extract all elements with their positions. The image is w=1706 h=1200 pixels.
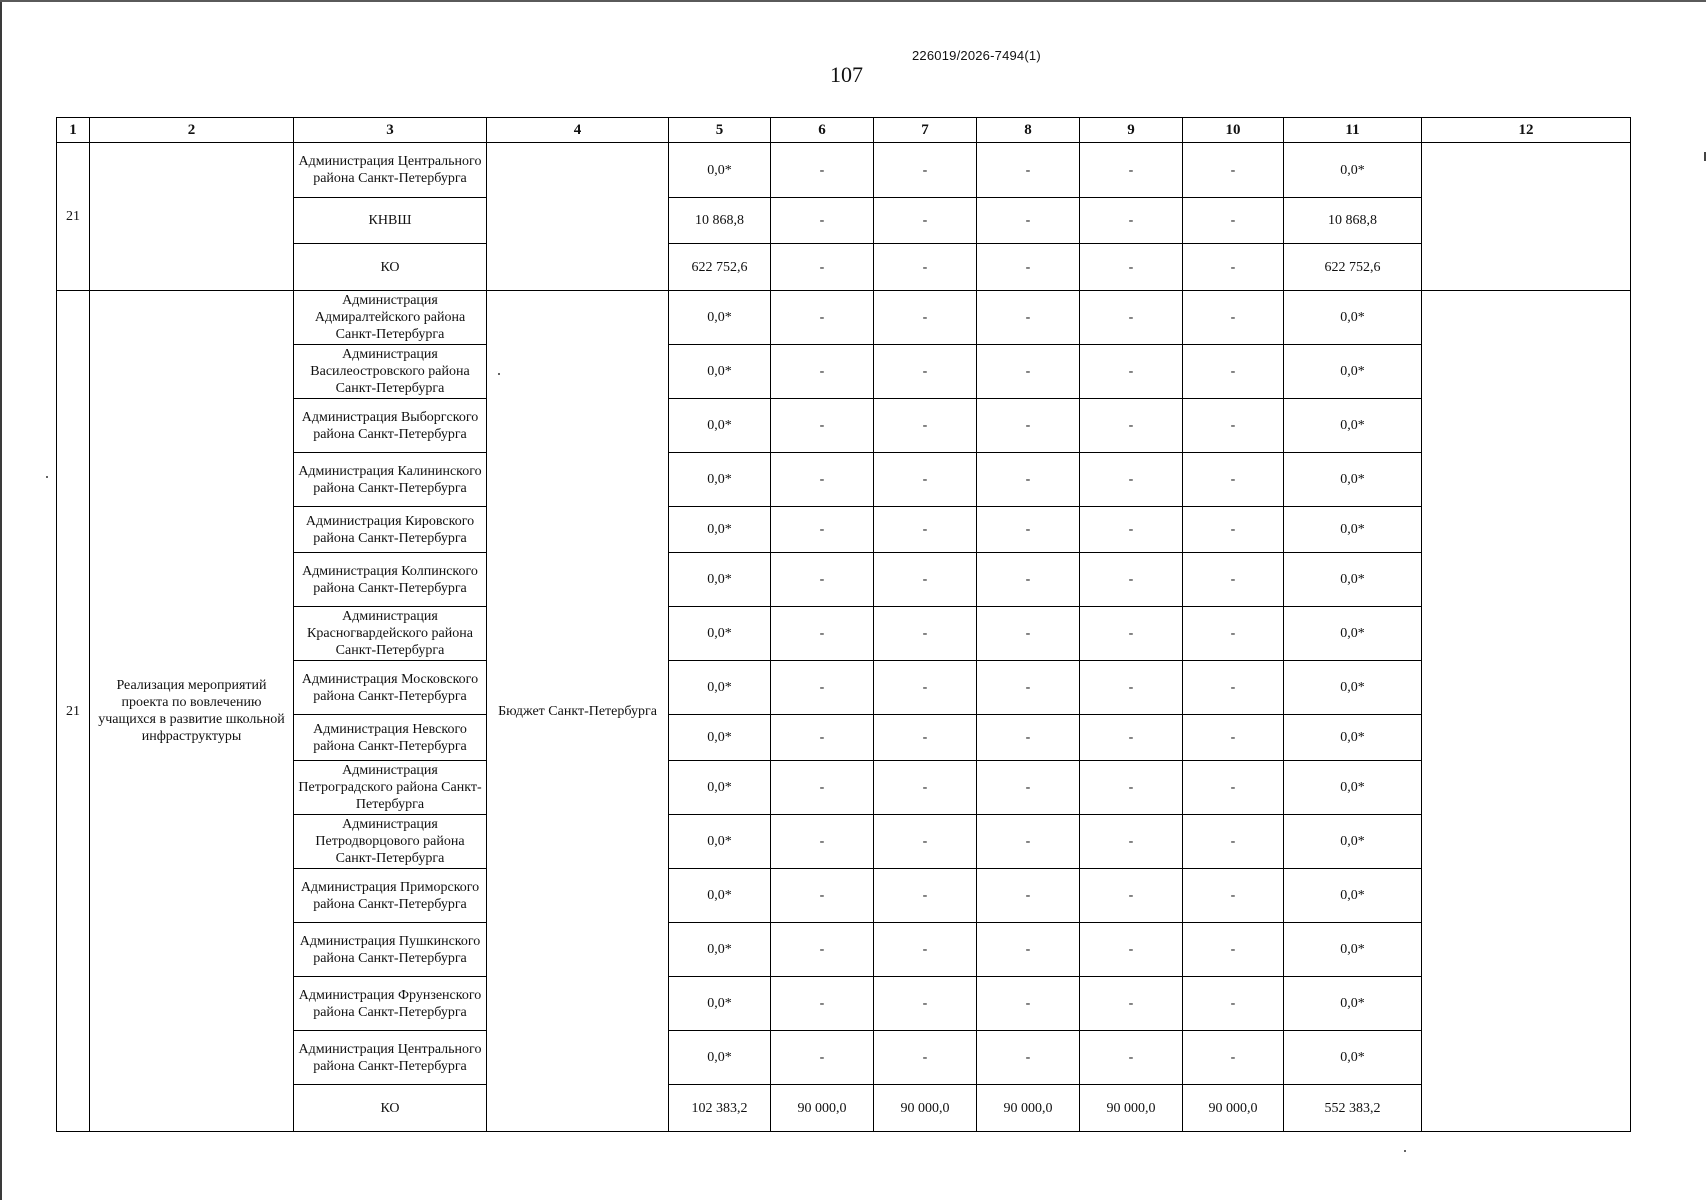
table-row bbox=[57, 815, 1631, 869]
amount-cell: 0,0* bbox=[669, 715, 771, 761]
amount-cell: - bbox=[1080, 1031, 1183, 1085]
table-row bbox=[57, 607, 1631, 661]
amount-cell: - bbox=[1183, 923, 1284, 977]
amount-cell: - bbox=[771, 1031, 874, 1085]
scan-speck bbox=[498, 373, 500, 375]
amount-cell: 0,0* bbox=[1284, 291, 1422, 345]
amount-cell: - bbox=[874, 923, 977, 977]
amount-cell: - bbox=[1080, 607, 1183, 661]
amount-cell: 0,0* bbox=[1284, 399, 1422, 453]
amount-cell: - bbox=[977, 198, 1080, 244]
table-row bbox=[57, 399, 1631, 453]
amount-cell: - bbox=[1080, 715, 1183, 761]
table-row bbox=[57, 761, 1631, 815]
amount-cell: - bbox=[1080, 507, 1183, 553]
amount-cell: 0,0* bbox=[669, 143, 771, 198]
table-row bbox=[57, 291, 1631, 345]
amount-cell: 0,0* bbox=[1284, 661, 1422, 715]
amount-cell: - bbox=[1080, 345, 1183, 399]
amount-cell: - bbox=[771, 291, 874, 345]
amount-cell: - bbox=[1183, 553, 1284, 607]
amount-cell: - bbox=[874, 977, 977, 1031]
funding-source-cell bbox=[487, 143, 669, 291]
amount-cell: - bbox=[1183, 869, 1284, 923]
table-row bbox=[57, 143, 1631, 198]
amount-cell: - bbox=[1080, 143, 1183, 198]
amount-cell: 0,0* bbox=[1284, 715, 1422, 761]
amount-cell: 0,0* bbox=[669, 345, 771, 399]
measure-name-cell: Реализация мероприятий проекта по вовлечению учащихся в развитие школьной инфраструктуры bbox=[90, 291, 294, 1132]
executor-cell: Администрация Василеостровского района Санкт-Петербурга bbox=[294, 345, 487, 399]
amount-cell: - bbox=[977, 977, 1080, 1031]
amount-cell: - bbox=[1080, 661, 1183, 715]
executor-cell: Администрация Московского района Санкт-Петербурга bbox=[294, 661, 487, 715]
amount-cell: - bbox=[874, 198, 977, 244]
amount-cell: 0,0* bbox=[1284, 607, 1422, 661]
page-number: 107 bbox=[830, 62, 863, 87]
scan-speck bbox=[1404, 1150, 1406, 1152]
amount-cell: 0,0* bbox=[669, 399, 771, 453]
amount-cell: - bbox=[874, 553, 977, 607]
amount-cell: - bbox=[1080, 815, 1183, 869]
amount-cell: 90 000,0 bbox=[1183, 1085, 1284, 1132]
amount-cell: - bbox=[977, 399, 1080, 453]
executor-cell: Администрация Петроградского района Санкт-Петербурга bbox=[294, 761, 487, 815]
amount-cell: 0,0* bbox=[669, 977, 771, 1031]
amount-cell: - bbox=[1183, 815, 1284, 869]
executor-cell: Администрация Приморского района Санкт-Петербурга bbox=[294, 869, 487, 923]
amount-cell: - bbox=[771, 453, 874, 507]
executor-cell: Администрация Красногвардейского района Санкт-Петербурга bbox=[294, 607, 487, 661]
amount-cell: - bbox=[1080, 977, 1183, 1031]
executor-cell: Администрация Невского района Санкт-Петербурга bbox=[294, 715, 487, 761]
note-cell bbox=[1422, 143, 1631, 291]
amount-cell: - bbox=[771, 715, 874, 761]
amount-cell: - bbox=[977, 507, 1080, 553]
amount-cell: - bbox=[1080, 244, 1183, 291]
amount-cell: - bbox=[874, 399, 977, 453]
amount-cell: 0,0* bbox=[1284, 345, 1422, 399]
table-row bbox=[57, 553, 1631, 607]
amount-cell: 0,0* bbox=[1284, 761, 1422, 815]
executor-cell: Администрация Адмиралтейского района Санкт-Петербурга bbox=[294, 291, 487, 345]
amount-cell: - bbox=[1080, 399, 1183, 453]
measure-name-cell bbox=[90, 143, 294, 291]
amount-cell: - bbox=[1183, 453, 1284, 507]
amount-cell: - bbox=[874, 869, 977, 923]
amount-cell: - bbox=[874, 244, 977, 291]
amount-cell: - bbox=[977, 143, 1080, 198]
amount-cell: 102 383,2 bbox=[669, 1085, 771, 1132]
table-row bbox=[57, 345, 1631, 399]
amount-cell: 0,0* bbox=[669, 607, 771, 661]
executor-cell: Администрация Калининского района Санкт-Петербурга bbox=[294, 453, 487, 507]
table-row bbox=[57, 1085, 1631, 1132]
executor-cell: Администрация Фрунзенского района Санкт-Петербурга bbox=[294, 977, 487, 1031]
col-header: 5 bbox=[669, 118, 771, 143]
table-row bbox=[57, 869, 1631, 923]
amount-cell: 0,0* bbox=[1284, 453, 1422, 507]
table-row bbox=[57, 198, 1631, 244]
amount-cell: - bbox=[771, 143, 874, 198]
amount-cell: - bbox=[874, 345, 977, 399]
amount-cell: - bbox=[771, 345, 874, 399]
amount-cell: 0,0* bbox=[1284, 553, 1422, 607]
amount-cell: 90 000,0 bbox=[977, 1085, 1080, 1132]
page-edge-top bbox=[0, 0, 1706, 2]
executor-cell: КО bbox=[294, 244, 487, 291]
amount-cell: - bbox=[771, 869, 874, 923]
budget-table bbox=[56, 117, 1631, 1132]
executor-cell: Администрация Колпинского района Санкт-Петербурга bbox=[294, 553, 487, 607]
amount-cell: - bbox=[771, 977, 874, 1031]
amount-cell: - bbox=[1183, 143, 1284, 198]
amount-cell: - bbox=[977, 345, 1080, 399]
executor-cell: Администрация Выборгского района Санкт-Петербурга bbox=[294, 399, 487, 453]
amount-cell: - bbox=[874, 507, 977, 553]
amount-cell: - bbox=[977, 869, 1080, 923]
funding-source-cell: Бюджет Санкт-Петербурга bbox=[487, 291, 669, 1132]
amount-cell: - bbox=[977, 607, 1080, 661]
amount-cell: 0,0* bbox=[1284, 507, 1422, 553]
amount-cell: - bbox=[977, 453, 1080, 507]
amount-cell: 0,0* bbox=[669, 291, 771, 345]
amount-cell: - bbox=[874, 291, 977, 345]
table-row bbox=[57, 1031, 1631, 1085]
table-body bbox=[57, 118, 1631, 1132]
amount-cell: - bbox=[1183, 291, 1284, 345]
amount-cell: 10 868,8 bbox=[669, 198, 771, 244]
executor-cell: Администрация Центрального района Санкт-Петербурга bbox=[294, 143, 487, 198]
amount-cell: - bbox=[874, 761, 977, 815]
executor-cell: Администрация Кировского района Санкт-Петербурга bbox=[294, 507, 487, 553]
amount-cell: - bbox=[874, 715, 977, 761]
col-header: 2 bbox=[90, 118, 294, 143]
col-header: 7 bbox=[874, 118, 977, 143]
amount-cell: - bbox=[977, 661, 1080, 715]
executor-cell: Администрация Петродворцового района Санкт-Петербурга bbox=[294, 815, 487, 869]
amount-cell: - bbox=[771, 923, 874, 977]
amount-cell: 0,0* bbox=[669, 661, 771, 715]
amount-cell: - bbox=[1183, 715, 1284, 761]
amount-cell: - bbox=[977, 761, 1080, 815]
amount-cell: - bbox=[1183, 198, 1284, 244]
amount-cell: - bbox=[977, 815, 1080, 869]
amount-cell: 622 752,6 bbox=[1284, 244, 1422, 291]
col-header: 10 bbox=[1183, 118, 1284, 143]
amount-cell: - bbox=[1080, 453, 1183, 507]
amount-cell: - bbox=[977, 553, 1080, 607]
amount-cell: - bbox=[874, 1031, 977, 1085]
amount-cell: - bbox=[1183, 1031, 1284, 1085]
table-row bbox=[57, 923, 1631, 977]
amount-cell: 0,0* bbox=[669, 1031, 771, 1085]
note-cell bbox=[1422, 291, 1631, 1132]
amount-cell: - bbox=[771, 761, 874, 815]
amount-cell: - bbox=[1080, 869, 1183, 923]
amount-cell: - bbox=[1080, 198, 1183, 244]
amount-cell: 0,0* bbox=[1284, 1031, 1422, 1085]
col-header: 8 bbox=[977, 118, 1080, 143]
amount-cell: - bbox=[977, 715, 1080, 761]
amount-cell: - bbox=[1183, 977, 1284, 1031]
amount-cell: - bbox=[771, 815, 874, 869]
amount-cell: - bbox=[771, 198, 874, 244]
amount-cell: - bbox=[977, 244, 1080, 291]
amount-cell: - bbox=[1080, 553, 1183, 607]
amount-cell: 10 868,8 bbox=[1284, 198, 1422, 244]
executor-cell: Администрация Центрального района Санкт-Петербурга bbox=[294, 1031, 487, 1085]
amount-cell: - bbox=[977, 1031, 1080, 1085]
amount-cell: - bbox=[874, 607, 977, 661]
amount-cell: 0,0* bbox=[1284, 869, 1422, 923]
amount-cell: 552 383,2 bbox=[1284, 1085, 1422, 1132]
table-row bbox=[57, 977, 1631, 1031]
amount-cell: 90 000,0 bbox=[771, 1085, 874, 1132]
amount-cell: - bbox=[1080, 761, 1183, 815]
col-header: 3 bbox=[294, 118, 487, 143]
executor-cell: Администрация Пушкинского района Санкт-Петербурга bbox=[294, 923, 487, 977]
table-row bbox=[57, 244, 1631, 291]
row-number-cell: 21 bbox=[57, 143, 90, 291]
document-registration-number: 226019/2026-7494(1) bbox=[912, 48, 1041, 63]
col-header: 1 bbox=[57, 118, 90, 143]
amount-cell: - bbox=[771, 661, 874, 715]
amount-cell: - bbox=[771, 607, 874, 661]
amount-cell: - bbox=[1183, 607, 1284, 661]
row-number-cell: 21 bbox=[57, 291, 90, 1132]
amount-cell: - bbox=[1183, 507, 1284, 553]
table-row bbox=[57, 715, 1631, 761]
page-edge-left bbox=[0, 0, 2, 1200]
amount-cell: 0,0* bbox=[669, 869, 771, 923]
executor-cell: КО bbox=[294, 1085, 487, 1132]
amount-cell: - bbox=[1183, 399, 1284, 453]
column-number-header-row bbox=[57, 118, 1631, 143]
amount-cell: - bbox=[874, 143, 977, 198]
amount-cell: 0,0* bbox=[669, 507, 771, 553]
amount-cell: - bbox=[977, 923, 1080, 977]
amount-cell: - bbox=[771, 507, 874, 553]
amount-cell: - bbox=[1183, 761, 1284, 815]
amount-cell: - bbox=[1080, 923, 1183, 977]
amount-cell: - bbox=[771, 244, 874, 291]
amount-cell: 90 000,0 bbox=[874, 1085, 977, 1132]
amount-cell: - bbox=[771, 399, 874, 453]
table-row bbox=[57, 453, 1631, 507]
amount-cell: - bbox=[1183, 345, 1284, 399]
amount-cell: 0,0* bbox=[669, 553, 771, 607]
amount-cell: - bbox=[874, 661, 977, 715]
amount-cell: - bbox=[874, 815, 977, 869]
table-row bbox=[57, 661, 1631, 715]
amount-cell: 90 000,0 bbox=[1080, 1085, 1183, 1132]
amount-cell: 0,0* bbox=[1284, 815, 1422, 869]
amount-cell: 622 752,6 bbox=[669, 244, 771, 291]
amount-cell: 0,0* bbox=[669, 815, 771, 869]
amount-cell: - bbox=[771, 553, 874, 607]
amount-cell: - bbox=[1183, 661, 1284, 715]
executor-cell: КНВШ bbox=[294, 198, 487, 244]
amount-cell: 0,0* bbox=[669, 453, 771, 507]
table-row bbox=[57, 507, 1631, 553]
amount-cell: - bbox=[977, 291, 1080, 345]
amount-cell: 0,0* bbox=[1284, 977, 1422, 1031]
amount-cell: 0,0* bbox=[1284, 923, 1422, 977]
scan-speck bbox=[46, 476, 48, 478]
amount-cell: 0,0* bbox=[669, 923, 771, 977]
col-header: 9 bbox=[1080, 118, 1183, 143]
col-header: 6 bbox=[771, 118, 874, 143]
amount-cell: 0,0* bbox=[669, 761, 771, 815]
amount-cell: - bbox=[874, 453, 977, 507]
col-header: 4 bbox=[487, 118, 669, 143]
col-header: 11 bbox=[1284, 118, 1422, 143]
col-header: 12 bbox=[1422, 118, 1631, 143]
amount-cell: 0,0* bbox=[1284, 143, 1422, 198]
amount-cell: - bbox=[1183, 244, 1284, 291]
amount-cell: - bbox=[1080, 291, 1183, 345]
